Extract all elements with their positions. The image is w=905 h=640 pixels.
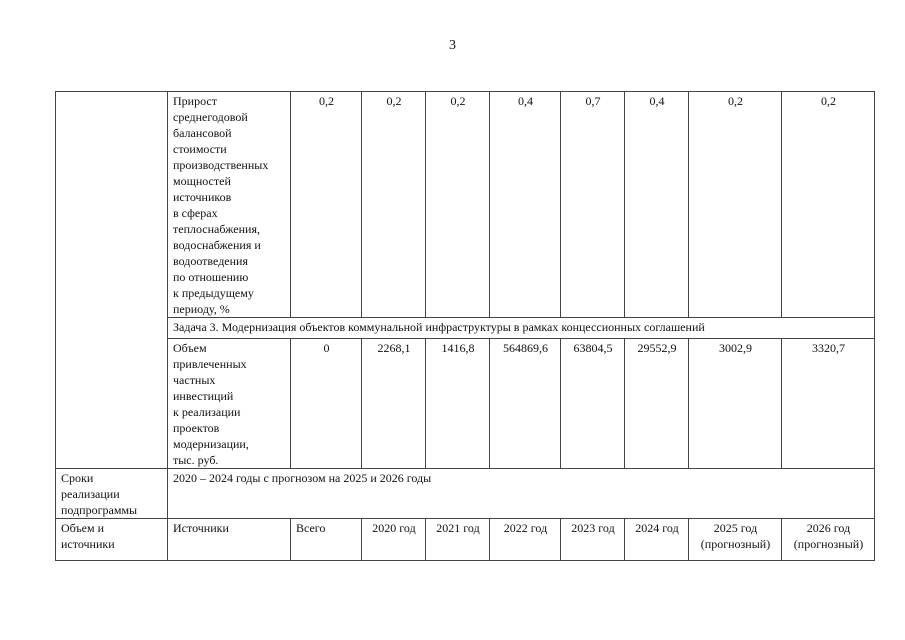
column-header-year-forecast: 2025 год (прогнозный) [689, 519, 782, 561]
column-header-year: 2024 год [625, 519, 689, 561]
period-label: Сроки реализации подпрограммы [56, 469, 168, 519]
subprogram-passport-table [55, 91, 875, 561]
value-cell: 1416,8 [426, 339, 490, 469]
indicator-label-growth: Прирост среднегодовой балансовой стоимости производственных мощностей источников в сферах теплоснабжения, водоснабжения и водоотведения по отношению к предыдущему периоду, % [168, 92, 291, 318]
table-row [56, 339, 875, 469]
indicator-label-investments: Объем привлеченных частных инвестиций к реализации проектов модернизации, тыс. руб. [168, 339, 291, 469]
value-cell: 564869,6 [490, 339, 561, 469]
value-cell: 3320,7 [782, 339, 875, 469]
page-number: 3 [449, 38, 456, 53]
column-header-year: 2023 год [561, 519, 625, 561]
sources-header: Источники [168, 519, 291, 561]
column-header-year: 2020 год [362, 519, 426, 561]
value-cell: 0,4 [625, 92, 689, 318]
value-cell: 29552,9 [625, 339, 689, 469]
value-cell: 0,2 [291, 92, 362, 318]
value-cell: 0 [291, 339, 362, 469]
table-row [56, 318, 875, 339]
value-cell: 0,2 [426, 92, 490, 318]
value-cell: 0,2 [362, 92, 426, 318]
period-text: 2020 – 2024 годы с прогнозом на 2025 и 2026 годы [168, 469, 875, 519]
value-cell: 63804,5 [561, 339, 625, 469]
task-title: Задача 3. Модернизация объектов коммунальной инфраструктуры в рамках концессионных соглашений [168, 318, 875, 339]
table-row [56, 469, 875, 519]
value-cell: 3002,9 [689, 339, 782, 469]
column-header-year-forecast: 2026 год (прогнозный) [782, 519, 875, 561]
value-cell: 2268,1 [362, 339, 426, 469]
funding-label: Объем и источники [56, 519, 168, 561]
column-header-year: 2022 год [490, 519, 561, 561]
table-row [56, 519, 875, 561]
value-cell: 0,7 [561, 92, 625, 318]
value-cell: 0,2 [689, 92, 782, 318]
value-cell: 0,4 [490, 92, 561, 318]
table-row [56, 92, 875, 318]
empty-label-cell [56, 92, 168, 469]
value-cell: 0,2 [782, 92, 875, 318]
column-header-total: Всего [291, 519, 362, 561]
column-header-year: 2021 год [426, 519, 490, 561]
